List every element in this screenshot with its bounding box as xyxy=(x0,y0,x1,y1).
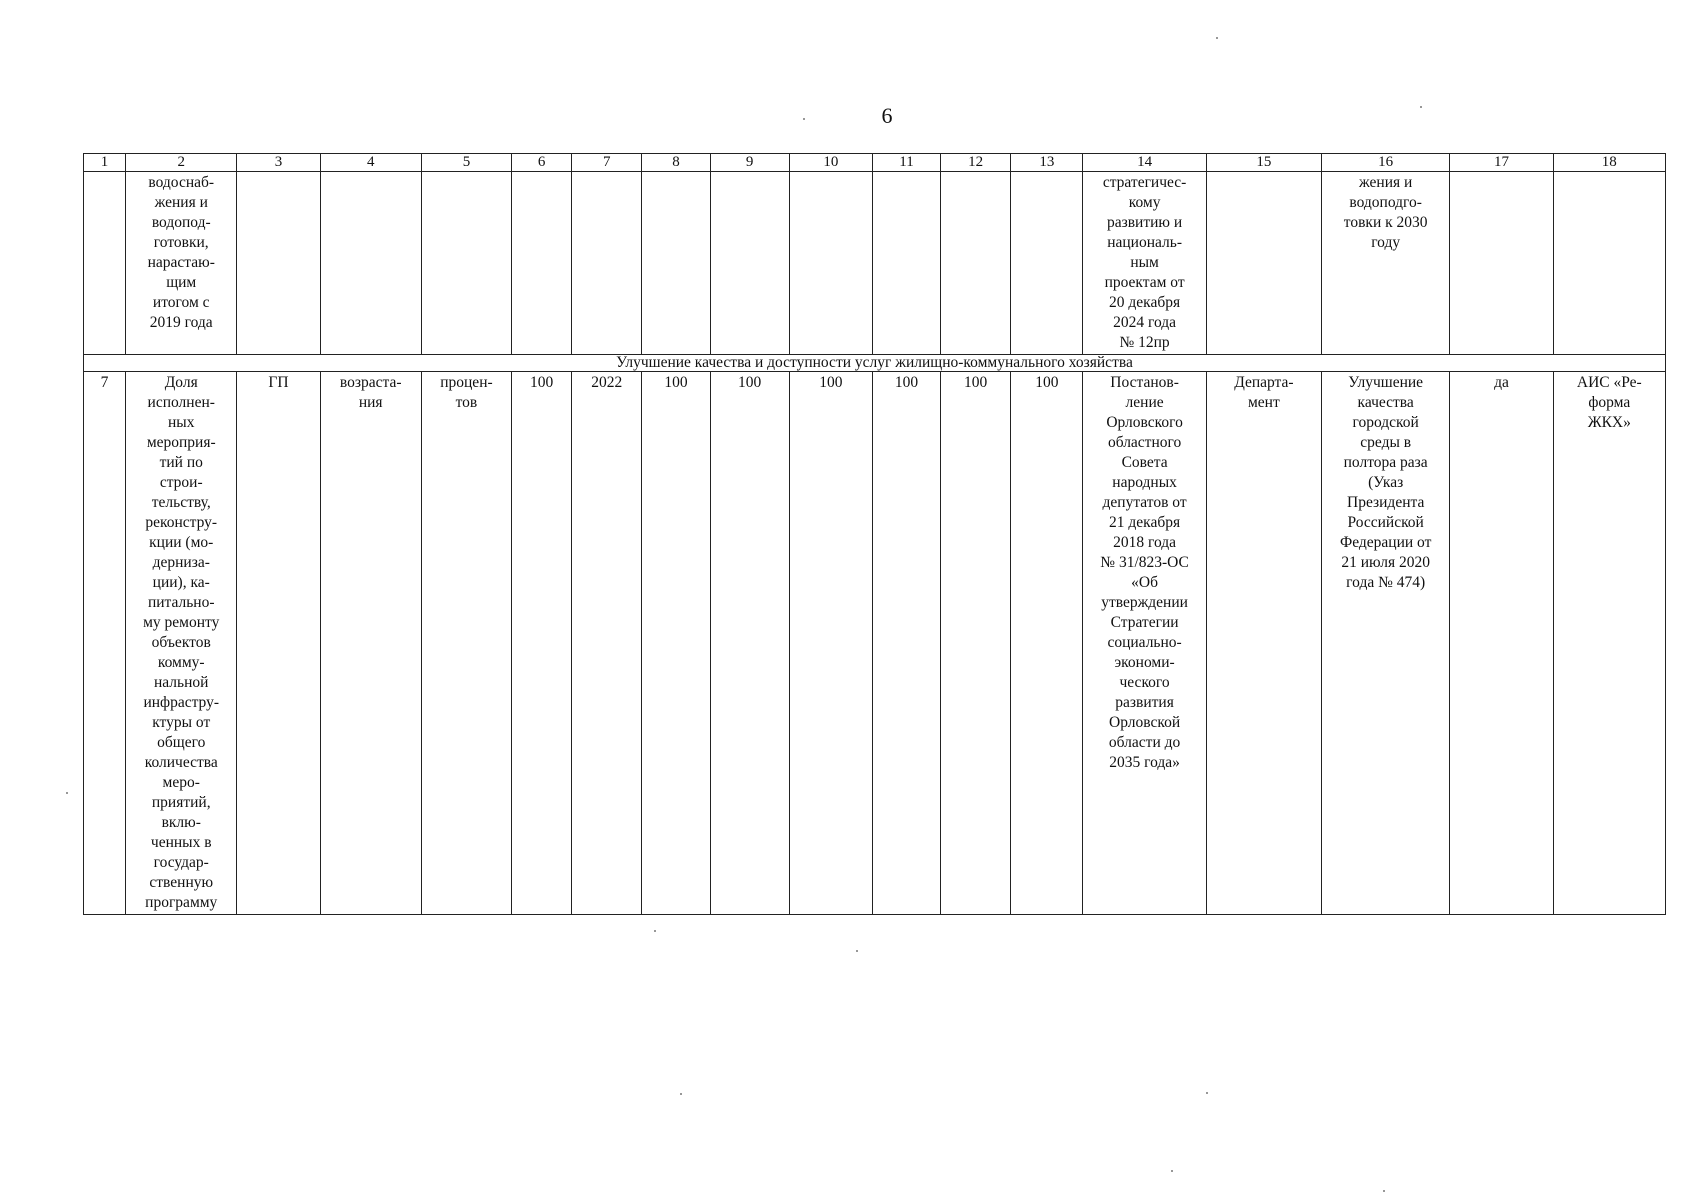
column-number: 9 xyxy=(710,154,789,172)
flag-cell: да xyxy=(1450,372,1553,915)
continuation-row xyxy=(84,172,1666,355)
column-number: 15 xyxy=(1206,154,1321,172)
scan-speck xyxy=(803,118,805,120)
column-number: 16 xyxy=(1322,154,1450,172)
column-number: 17 xyxy=(1450,154,1553,172)
value-cell: 100 xyxy=(872,372,940,915)
column-number: 2 xyxy=(126,154,237,172)
indicator-level: ГП xyxy=(237,372,320,915)
column-number: 14 xyxy=(1083,154,1206,172)
scan-speck xyxy=(66,792,68,794)
scan-speck xyxy=(856,950,858,952)
section-title: Улучшение качества и доступности услуг жилищно-коммунального хозяйства xyxy=(84,355,1666,372)
document-continued: стратегичес- кому развитию и националь- ным проектам от 20 декабря 2024 года № 12пр xyxy=(1083,172,1206,355)
table-cell xyxy=(237,172,320,355)
page-number: 6 xyxy=(881,103,893,128)
column-number-row xyxy=(84,154,1666,172)
responsible-body: Департа- мент xyxy=(1206,372,1321,915)
indicator-trend: возраста- ния xyxy=(320,372,421,915)
section-row xyxy=(84,355,1666,372)
goal-continued: жения и водоподго- товки к 2030 году xyxy=(1322,172,1450,355)
column-number: 8 xyxy=(642,154,710,172)
table-cell xyxy=(421,172,511,355)
column-number: 4 xyxy=(320,154,421,172)
scan-speck xyxy=(1206,1092,1208,1094)
indicator-name-continued: водоснаб- жения и водопод- готовки, нарастаю- щим итогом с 2019 года xyxy=(126,172,237,355)
table-cell xyxy=(1011,172,1083,355)
unit-of-measure: процен- тов xyxy=(421,372,511,915)
column-number: 1 xyxy=(84,154,126,172)
national-goal: Улучшение качества городской среды в полтора раза (Указ Президента Российской Федерации от 21 июля 2020 года № 474) xyxy=(1322,372,1450,915)
indicators-table xyxy=(83,153,1666,915)
column-number: 11 xyxy=(872,154,940,172)
table-cell xyxy=(1553,172,1665,355)
table-cell xyxy=(512,172,572,355)
value-cell: 100 xyxy=(1011,372,1083,915)
table-cell xyxy=(872,172,940,355)
table-cell xyxy=(941,172,1011,355)
scan-speck xyxy=(654,930,656,932)
base-year: 2022 xyxy=(572,372,642,915)
column-number: 18 xyxy=(1553,154,1665,172)
column-number: 3 xyxy=(237,154,320,172)
value-cell: 100 xyxy=(710,372,789,915)
scan-speck xyxy=(1420,106,1422,108)
table-cell xyxy=(789,172,872,355)
basis-document: Постанов- ление Орловского областного Совета народных депутатов от 21 декабря 2018 года № 31/823-ОС «Об утверждении Стратегии социально- экономи- ческого развития Орловской области до 2035 года» xyxy=(1083,372,1206,915)
table-cell xyxy=(572,172,642,355)
table-cell xyxy=(710,172,789,355)
column-number: 7 xyxy=(572,154,642,172)
value-cell: 100 xyxy=(941,372,1011,915)
table-cell xyxy=(1450,172,1553,355)
value-cell: 100 xyxy=(642,372,710,915)
table-row xyxy=(84,372,1666,915)
column-number: 10 xyxy=(789,154,872,172)
information-system: АИС «Ре- форма ЖКХ» xyxy=(1553,372,1665,915)
scan-speck xyxy=(1171,1170,1173,1172)
value-cell: 100 xyxy=(789,372,872,915)
column-number: 5 xyxy=(421,154,511,172)
row-number: 7 xyxy=(84,372,126,915)
indicator-name: Доля исполнен- ных мероприя- тий по строи- тельству, реконстру- кции (мо- дерниза- ции), ка- питально- му ремонту объектов комму- нальной инфрастру- ктуры от общего количества меро- приятий, вклю- ченных в государ- ственную программу xyxy=(126,372,237,915)
table-cell xyxy=(84,172,126,355)
column-number: 13 xyxy=(1011,154,1083,172)
column-number: 12 xyxy=(941,154,1011,172)
scan-speck xyxy=(1383,1190,1385,1192)
table-cell xyxy=(1206,172,1321,355)
base-value: 100 xyxy=(512,372,572,915)
column-number: 6 xyxy=(512,154,572,172)
scan-speck xyxy=(680,1093,682,1095)
scan-speck xyxy=(1216,37,1218,39)
table-cell xyxy=(642,172,710,355)
table-cell xyxy=(320,172,421,355)
